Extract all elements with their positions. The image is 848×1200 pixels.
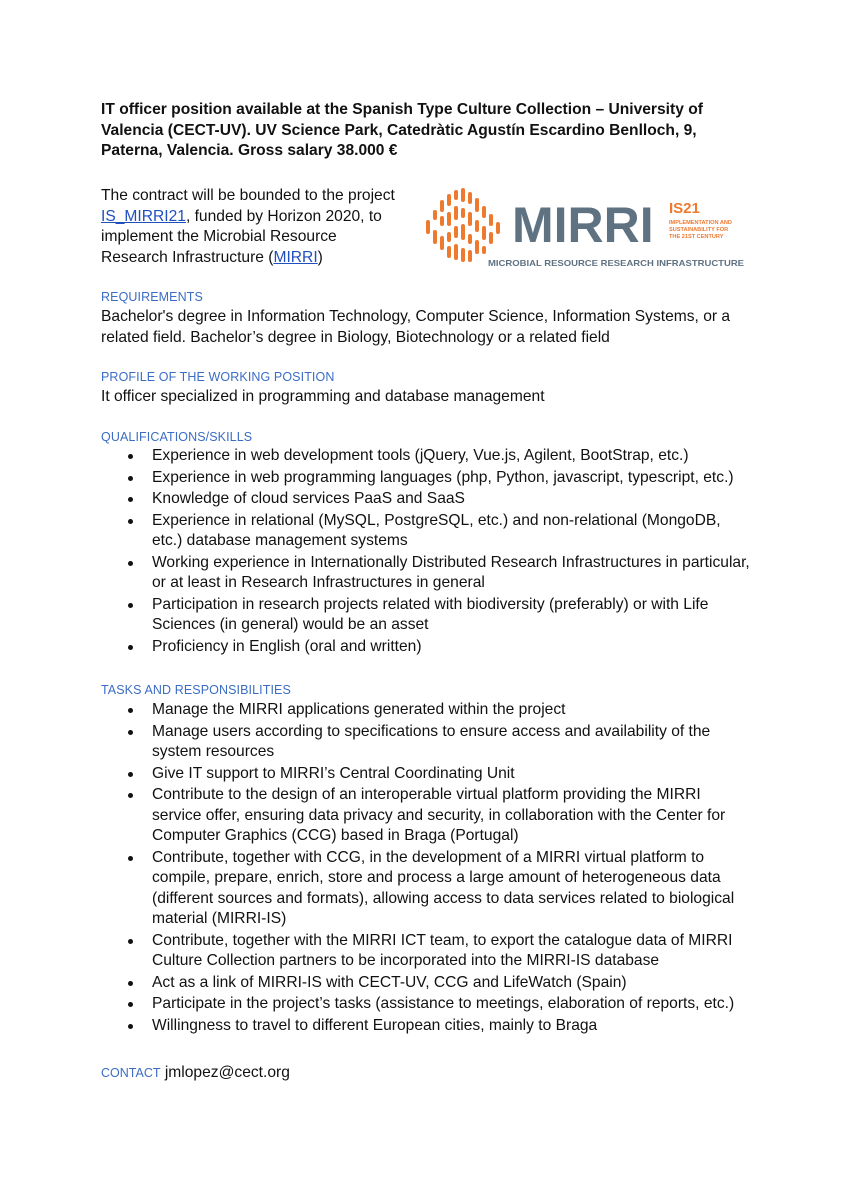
- dna-helix-icon: [426, 188, 500, 262]
- list-item: Manage the MIRRI applications generated within the project: [101, 700, 751, 721]
- contact-label: CONTACT: [101, 1066, 161, 1080]
- mirri-link[interactable]: MIRRI: [273, 248, 318, 266]
- tasks-list: [101, 700, 751, 1037]
- intro-text-2: , funded by Horizon 2020, to implement the Microbial Resource Research Infrastructure (: [101, 207, 382, 266]
- list-item: Manage users according to specifications to ensure access and availability of the system resources: [101, 722, 751, 763]
- list-item: Give IT support to MIRRI’s Central Coordinating Unit: [101, 764, 751, 785]
- list-item: Knowledge of cloud services PaaS and SaaS: [101, 489, 751, 510]
- list-item: Experience in web programming languages (php, Python, javascript, typescript, etc.): [101, 468, 751, 489]
- intro-paragraph: [101, 186, 401, 268]
- logo-tagline-3: THE 21ST CENTURY: [669, 234, 724, 240]
- qualifications-heading: QUALIFICATIONS/SKILLS: [101, 430, 253, 444]
- list-item: Proficiency in English (oral and written): [101, 637, 751, 658]
- list-item: Experience in relational (MySQL, PostgreSQL, etc.) and non-relational (MongoDB, etc.) database management systems: [101, 511, 751, 552]
- requirements-text: Bachelor's degree in Information Technology, Computer Science, Information Systems, or a related field. Bachelor’s degree in Biology, Biotechnology or a related field: [101, 308, 731, 346]
- list-item: Working experience in Internationally Distributed Research Infrastructures in particular, or at least in Research Infrastructures in general: [101, 553, 751, 594]
- intro-text-3: ): [317, 248, 323, 266]
- list-item: Experience in web development tools (jQuery, Vue.js, Agilent, BootStrap, etc.): [101, 446, 751, 467]
- list-item: Participation in research projects related with biodiversity (preferably) or with Life Sciences (in general) would be an asset: [101, 595, 751, 636]
- list-item: Participate in the project’s tasks (assistance to meetings, elaboration of reports, etc.): [101, 994, 751, 1015]
- logo-tagline-2: SUSTAINABILITY FOR: [669, 227, 729, 233]
- is-mirri21-link[interactable]: IS_MIRRI21: [101, 207, 186, 225]
- qualifications-list: [101, 446, 751, 658]
- logo-tagline-1: IMPLEMENTATION AND: [669, 220, 732, 226]
- contact-email[interactable]: jmlopez@cect.org: [164, 1064, 290, 1081]
- logo-badge: IS21: [669, 200, 700, 217]
- list-item: Contribute, together with CCG, in the development of a MIRRI virtual platform to compile, prepare, enrich, store and process a large amount of heterogeneous data (different sources and formats), allowing access to data services related to biological material (MIRRI-IS): [101, 848, 751, 930]
- logo-wordmark: MIRRI: [512, 197, 654, 253]
- page-title: IT officer position available at the Spanish Type Culture Collection – University of Valencia (CECT-UV). UV Science Park, Catedràtic Agustín Escardino Benlloch, 9, Paterna, Valencia. Gross salary 38.000 €: [101, 101, 703, 159]
- contact-line: [101, 1064, 290, 1082]
- mirri-logo: [424, 186, 754, 268]
- intro-text-1: The contract will be bounded to the project: [101, 187, 395, 204]
- list-item: Contribute, together with the MIRRI ICT team, to export the catalogue data of MIRRI Culture Collection partners to be incorporated into the MIRRI-IS database: [101, 931, 751, 972]
- profile-heading: PROFILE OF THE WORKING POSITION: [101, 370, 335, 384]
- list-item: Contribute to the design of an interoperable virtual platform providing the MIRRI service offer, ensuring data privacy and security, in collaboration with the Center for Computer Graphics (CCG) based in Braga (Portugal): [101, 785, 751, 847]
- tasks-heading: TASKS AND RESPONSIBILITIES: [101, 683, 291, 697]
- profile-text: It officer specialized in programming and database management: [101, 388, 545, 405]
- logo-subtitle: MICROBIAL RESOURCE RESEARCH INFRASTRUCTURE: [488, 258, 745, 268]
- requirements-heading: REQUIREMENTS: [101, 290, 203, 304]
- list-item: Willingness to travel to different European cities, mainly to Braga: [101, 1016, 751, 1037]
- list-item: Act as a link of MIRRI-IS with CECT-UV, CCG and LifeWatch (Spain): [101, 973, 751, 994]
